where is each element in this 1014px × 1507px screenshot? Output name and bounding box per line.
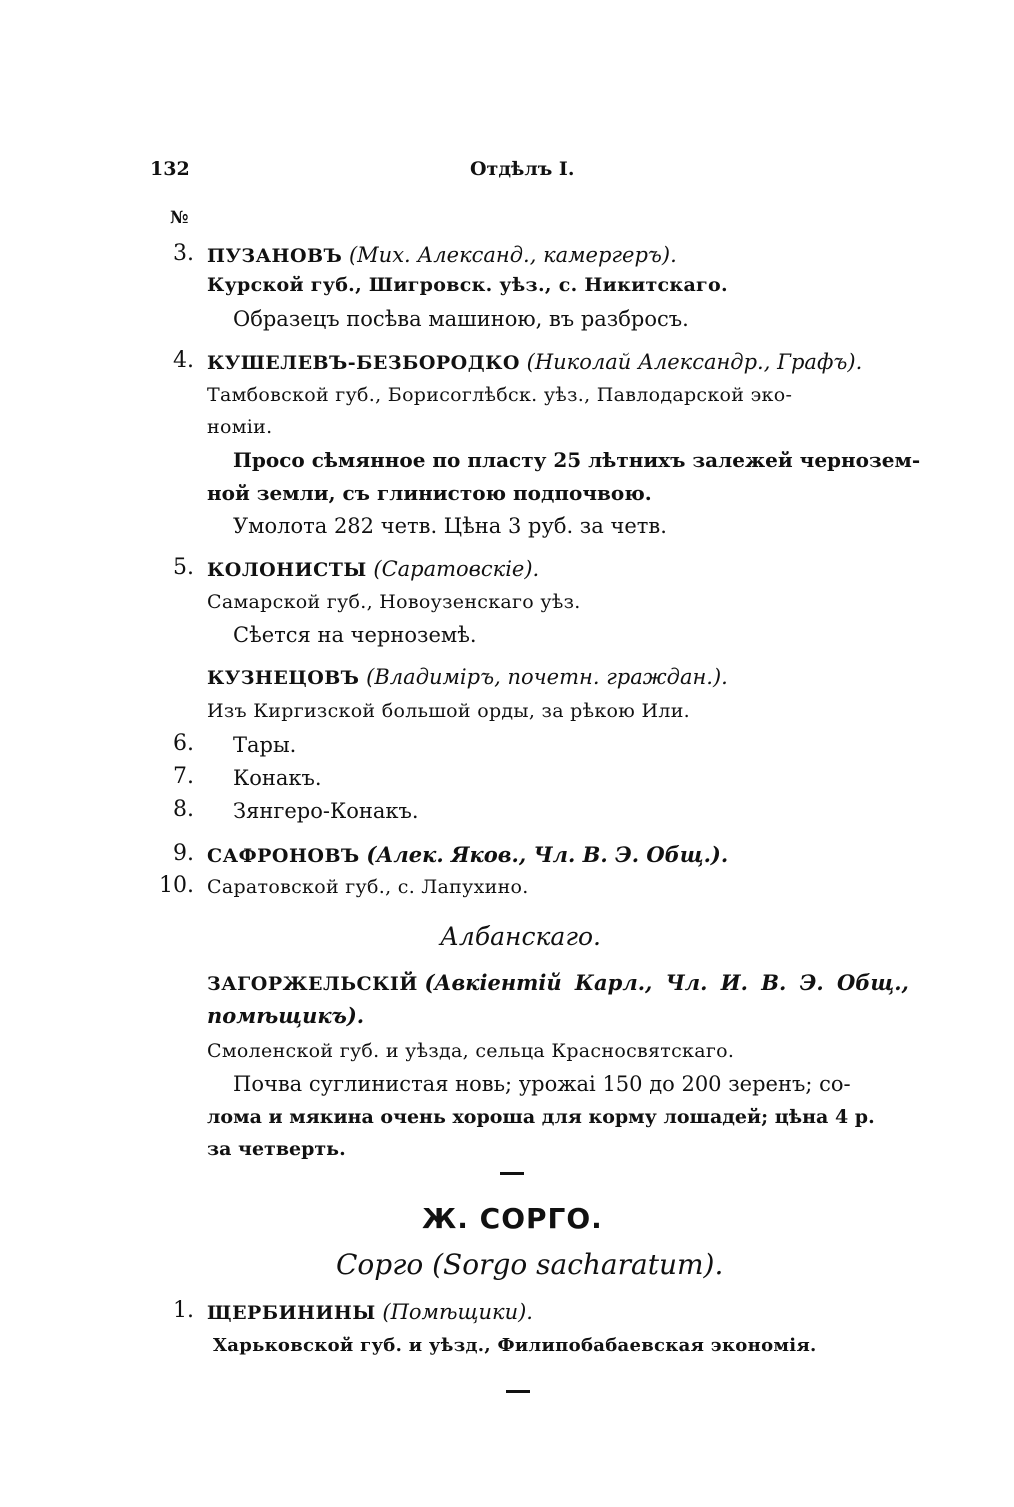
section-subheading: Сорго (Sorgo sacharatum).: [336, 1248, 724, 1281]
variety-name: Тары.: [233, 733, 297, 757]
entry-location: Изъ Киргизской большой орды, за рѣкою Или.: [207, 700, 691, 722]
entry-location: номіи.: [207, 416, 273, 438]
entry-description: (Николай Александр., Графъ).: [526, 350, 863, 374]
page-number: 132: [150, 158, 190, 180]
entry-location: Харьковской губ. и уѣзд., Филипобабаевская экономія.: [213, 1335, 817, 1356]
entry-text: Умолота 282 четв. Цѣна 3 руб. за четв.: [233, 514, 667, 538]
entry-number: 3.: [173, 241, 194, 266]
subsection-heading: Албанскаго.: [440, 922, 601, 951]
entry-location: Самарской губ., Новоузенскаго уѣз.: [207, 591, 581, 613]
section-title: Отдѣлъ I.: [470, 158, 575, 180]
entry-text: Почва суглинистая новь; урожаі 150 до 200 зеренъ; со-: [233, 1072, 851, 1096]
entry-description: (Владиміръ, почетн. граждан.).: [366, 665, 728, 689]
entry-text: Просо сѣмянное по пласту 25 лѣтнихъ залежей чернозем-: [233, 448, 921, 472]
entry-heading: [207, 664, 728, 691]
entry-description-cont: помѣщикъ).: [207, 1003, 365, 1028]
entry-description: (Помѣщики).: [382, 1300, 533, 1324]
entry-heading: [207, 970, 909, 997]
entry-name: САФРОНОВЪ: [207, 845, 360, 867]
entry-number: 8.: [173, 797, 194, 822]
number-sign: №: [170, 208, 189, 228]
entry-text: лома и мякина очень хороша для корму лошадей; цѣна 4 р.: [207, 1106, 875, 1128]
entry-description: (Авкіентій Карл., Чл. И. В. Э. Общ.,: [424, 970, 909, 995]
section-heading: Ж. СОРГО.: [422, 1202, 603, 1235]
entry-description: (Алек. Яков., Чл. В. Э. Общ.).: [366, 842, 729, 867]
entry-heading: [207, 842, 728, 869]
entry-name: ПУЗАНОВЪ: [207, 245, 343, 267]
entry-text: Образецъ посѣва машиною, въ разбросъ.: [233, 307, 689, 331]
entry-name: КОЛОНИСТЫ: [207, 559, 367, 581]
variety-name: Конакъ.: [233, 766, 322, 790]
entry-location: Смоленской губ. и уѣзда, сельца Красносвятскаго.: [207, 1040, 735, 1062]
entry-heading: [207, 556, 539, 583]
entry-heading: [207, 242, 677, 269]
entry-location: Тамбовской губ., Борисоглѣбск. уѣз., Павлодарской эко-: [207, 384, 793, 406]
entry-heading: [207, 1299, 533, 1326]
entry-location: Курской губ., Шигровск. уѣз., с. Никитскаго.: [207, 274, 728, 296]
entry-name: ЗАГОРЖЕЛЬСКІЙ: [207, 973, 418, 995]
entry-description: (Мих. Александ., камергеръ).: [348, 243, 677, 267]
entry-location: Саратовской губ., с. Лапухино.: [207, 876, 529, 898]
entry-number: 7.: [173, 764, 194, 789]
entry-number: 1.: [173, 1298, 194, 1323]
entry-number: 9.: [173, 841, 194, 866]
entry-number: 6.: [173, 731, 194, 756]
separator-dash: [500, 1172, 524, 1175]
entry-number: 5.: [173, 555, 194, 580]
separator-dash: [506, 1390, 530, 1393]
entry-number: 4.: [173, 348, 194, 373]
entry-description: (Саратовскіе).: [373, 557, 540, 581]
entry-text: за четверть.: [207, 1138, 346, 1160]
entry-name: ЩЕРБИНИНЫ: [207, 1302, 376, 1324]
variety-name: Зянгеро-Конакъ.: [233, 799, 419, 823]
entry-heading: [207, 349, 862, 376]
entry-name: КУЗНЕЦОВЪ: [207, 667, 360, 689]
entry-name: КУШЕЛЕВЪ-БЕЗБОРОДКО: [207, 352, 520, 374]
entry-text: ной земли, съ глинистою подпочвою.: [207, 481, 652, 505]
entry-number: 10.: [159, 873, 194, 898]
entry-text: Сѣется на черноземѣ.: [233, 623, 477, 647]
